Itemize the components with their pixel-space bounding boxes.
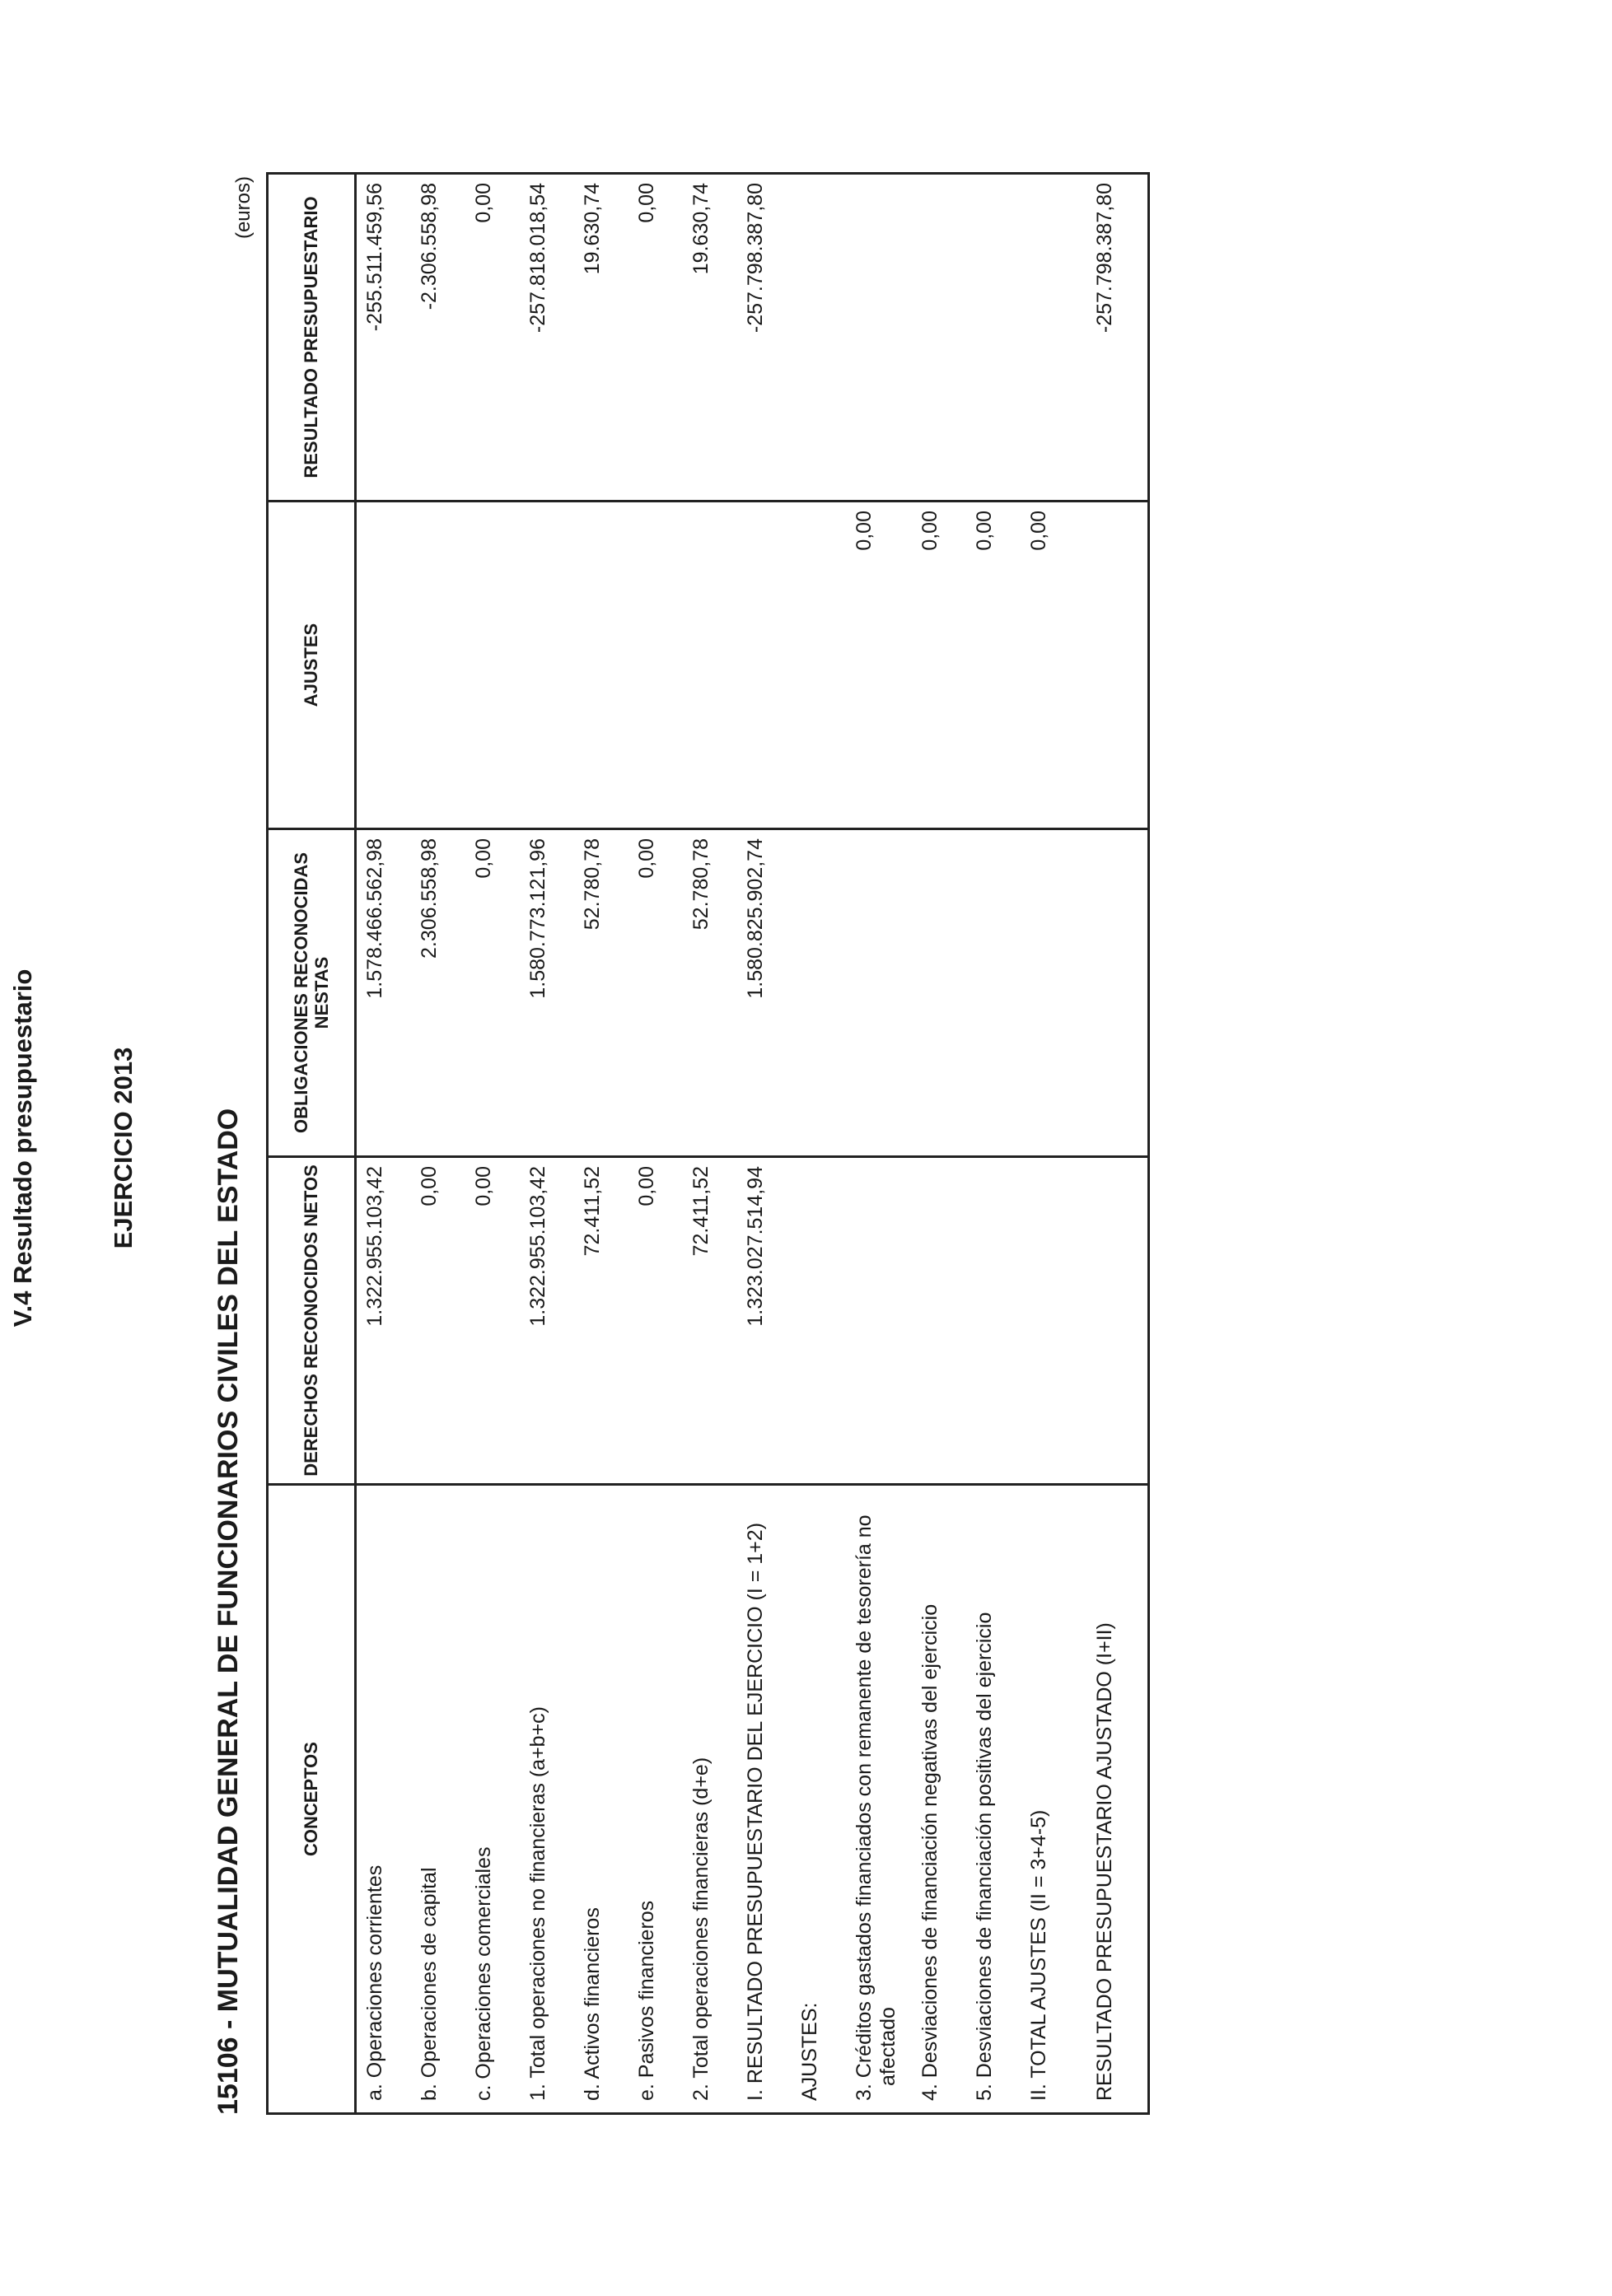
row-concept: e. Pasivos financieros (628, 1485, 683, 2114)
row-obligaciones (792, 829, 846, 1157)
table-row (966, 174, 1021, 2114)
row-ajustes: 0,00 (1021, 502, 1085, 829)
section-title: V.4 Resultado presupuestario (8, 968, 37, 1328)
row-concept-line1: 3. Créditos gastados financiados con remanente de tesorería no (853, 1514, 876, 2101)
row-concept: AJUSTES: (792, 1485, 846, 2114)
table-row (465, 174, 520, 2114)
row-resultado: 19.630,74 (683, 174, 737, 502)
col-header-obligaciones: OBLIGACIONES RECONOCIDAS NESTAS (268, 829, 356, 1157)
row-obligaciones: 52.780,78 (574, 829, 628, 1157)
row-resultado: 0,00 (628, 174, 683, 502)
row-concept: RESULTADO PRESUPUESTARIO AJUSTADO (I+II) (1085, 1485, 1149, 2114)
row-derechos (912, 1157, 966, 1485)
row-resultado: -257.818.018,54 (520, 174, 574, 502)
row-ajustes (520, 502, 574, 829)
units-label: (euros) (232, 176, 255, 240)
row-concept (846, 1485, 912, 2114)
table-row (846, 174, 912, 2114)
row-concept: d. Activos financieros (574, 1485, 628, 2114)
row-concept-line2: afectado (876, 2007, 899, 2086)
row-concept: b. Operaciones de capital (411, 1485, 465, 2114)
row-resultado: 0,00 (465, 174, 520, 502)
row-obligaciones: 1.578.466.562,98 (356, 829, 412, 1157)
row-resultado: -2.306.558,98 (411, 174, 465, 502)
year-title: EJERCICIO 2013 (109, 1047, 138, 1249)
entity-title: 15106 - MUTUALIDAD GENERAL DE FUNCIONARIOS CIVILES DEL ESTADO (213, 1108, 244, 2115)
col-header-conceptos: CONCEPTOS (268, 1485, 356, 2114)
row-ajustes (683, 502, 737, 829)
row-ajustes (356, 502, 412, 829)
row-derechos: 72.411,52 (683, 1157, 737, 1485)
row-concept: I. RESULTADO PRESUPUESTARIO DEL EJERCICIO (I = 1+2) (737, 1485, 792, 2114)
row-ajustes (1085, 502, 1149, 829)
table-row (574, 174, 628, 2114)
row-concept: c. Operaciones comerciales (465, 1485, 520, 2114)
row-resultado (792, 174, 846, 502)
row-concept: a. Operaciones corrientes (356, 1485, 412, 2114)
row-obligaciones: 1.580.773.121,96 (520, 829, 574, 1157)
row-derechos (792, 1157, 846, 1485)
row-concept: 5. Desviaciones de financiación positivas del ejercicio (966, 1485, 1021, 2114)
row-derechos: 1.323.027.514,94 (737, 1157, 792, 1485)
row-derechos (846, 1157, 912, 1485)
row-resultado (846, 174, 912, 502)
table-row (356, 174, 412, 2114)
row-concept: II. TOTAL AJUSTES (II = 3+4-5) (1021, 1485, 1085, 2114)
row-ajustes: 0,00 (846, 502, 912, 829)
row-obligaciones (1085, 829, 1149, 1157)
row-ajustes (628, 502, 683, 829)
row-ajustes (792, 502, 846, 829)
row-derechos: 1.322.955.103,42 (356, 1157, 412, 1485)
table-row (912, 174, 966, 2114)
col-header-resultado: RESULTADO PRESUPUESTARIO (268, 174, 356, 502)
row-obligaciones: 2.306.558,98 (411, 829, 465, 1157)
row-ajustes (411, 502, 465, 829)
row-obligaciones (846, 829, 912, 1157)
row-ajustes (737, 502, 792, 829)
col-header-derechos: DERECHOS RECONOCIDOS NETOS (268, 1157, 356, 1485)
row-concept: 2. Total operaciones financieras (d+e) (683, 1485, 737, 2114)
row-derechos: 0,00 (628, 1157, 683, 1485)
row-obligaciones: 1.580.825.902,74 (737, 829, 792, 1157)
table-row (411, 174, 465, 2114)
row-derechos: 0,00 (411, 1157, 465, 1485)
budget-result-table (266, 172, 1150, 2115)
row-derechos (966, 1157, 1021, 1485)
row-obligaciones (912, 829, 966, 1157)
row-derechos: 1.322.955.103,42 (520, 1157, 574, 1485)
row-derechos (1021, 1157, 1085, 1485)
row-derechos: 72.411,52 (574, 1157, 628, 1485)
row-ajustes (465, 502, 520, 829)
row-obligaciones: 52.780,78 (683, 829, 737, 1157)
row-ajustes: 0,00 (912, 502, 966, 829)
row-obligaciones (966, 829, 1021, 1157)
row-concept: 1. Total operaciones no financieras (a+b+c) (520, 1485, 574, 2114)
row-resultado: 19.630,74 (574, 174, 628, 502)
table-row (737, 174, 792, 2114)
row-derechos: 0,00 (465, 1157, 520, 1485)
table-row (1021, 174, 1085, 2114)
table-row (683, 174, 737, 2114)
row-resultado: -257.798.387,80 (1085, 174, 1149, 502)
table-row (520, 174, 574, 2114)
row-ajustes: 0,00 (966, 502, 1021, 829)
row-resultado (966, 174, 1021, 502)
table-header-row (268, 174, 356, 2114)
table-row (1085, 174, 1149, 2114)
row-obligaciones (1021, 829, 1085, 1157)
row-resultado: -255.511.459,56 (356, 174, 412, 502)
table-row (628, 174, 683, 2114)
row-resultado (1021, 174, 1085, 502)
table-row (792, 174, 846, 2114)
row-resultado (912, 174, 966, 502)
col-header-ajustes: AJUSTES (268, 502, 356, 829)
row-resultado: -257.798.387,80 (737, 174, 792, 502)
row-obligaciones: 0,00 (465, 829, 520, 1157)
row-concept: 4. Desviaciones de financiación negativas del ejercicio (912, 1485, 966, 2114)
row-derechos (1085, 1157, 1149, 1485)
row-obligaciones: 0,00 (628, 829, 683, 1157)
row-ajustes (574, 502, 628, 829)
